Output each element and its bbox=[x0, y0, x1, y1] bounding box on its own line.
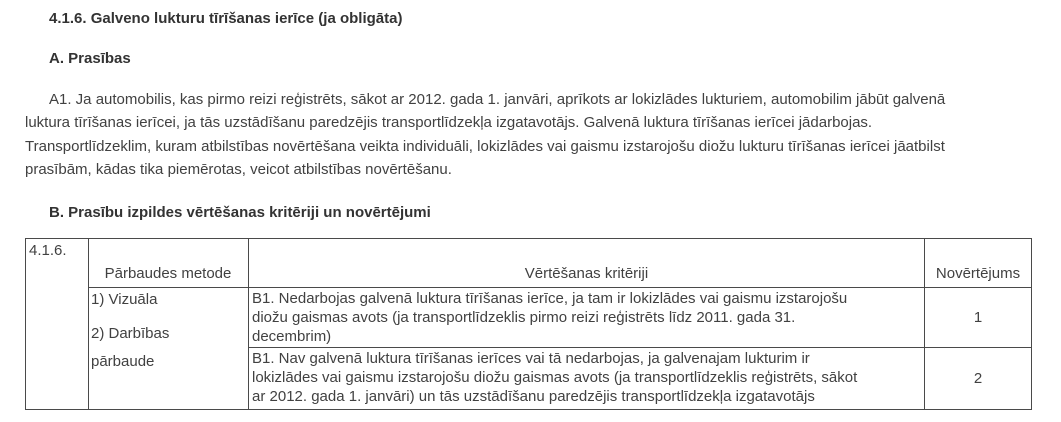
criteria-line: diožu gaismas avots (ja transportlīdzeklis pirmo reizi reģistrēts līdz 2011. gada 31. bbox=[252, 309, 796, 326]
criteria-line: decembrim) bbox=[252, 328, 332, 345]
paragraph-line: luktura tīrīšanas ierīcei, ja tās uzstādīšanu paredzējis transportlīdzekļa izgatavotājs. Galvenā luktura tīrīšanas ierīcei jādarbojas. bbox=[25, 114, 873, 132]
criteria-line: lokizlādes vai gaismu izstarojošu diožu gaismas avots (ja transportlīdzeklis reģistrēts, sākot bbox=[252, 369, 858, 386]
section-title: 4.1.6. Galveno lukturu tīrīšanas ierīce (ja obligāta) bbox=[49, 10, 403, 27]
table-row bbox=[26, 288, 1032, 348]
method-visual: 1) Vizuāla bbox=[91, 291, 158, 308]
requirement-paragraph bbox=[25, 88, 1035, 181]
paragraph-line: prasībām, kādas tika piemērotas, veicot atbilstības novērtēšanu. bbox=[25, 160, 452, 178]
method-header: Pārbaudes metode bbox=[89, 239, 249, 288]
criteria-line: B1. Nedarbojas galvenā luktura tīrīšanas ierīce, ja tam ir lokizlādes vai gaismu izstarojošu bbox=[252, 290, 848, 307]
score-header: Novērtējums bbox=[925, 239, 1032, 288]
assessment-table bbox=[25, 238, 1032, 410]
method-functional: 2) Darbības bbox=[91, 325, 170, 342]
table-code-cell: 4.1.6. bbox=[26, 239, 89, 410]
criteria-header: Vērtēšanas kritēriji bbox=[249, 239, 925, 288]
method-check: pārbaude bbox=[91, 353, 155, 370]
part-a-title: A. Prasības bbox=[49, 50, 131, 67]
paragraph-line: A1. Ja automobilis, kas pirmo reizi reģistrēts, sākot ar 2012. gada 1. janvāri, aprīkots ar lokizlādes lukturiem, automobilim jābūt galvenā bbox=[49, 91, 946, 108]
score-cell: 1 bbox=[925, 288, 1032, 348]
score-cell: 2 bbox=[925, 348, 1032, 410]
paragraph-line: Transportlīdzeklim, kuram atbilstības novērtēšana veikta individuāli, lokizlādes vai gaismu izstarojošu diožu lukturu tīrīšanas ierīcei jāatbilst bbox=[25, 137, 945, 155]
method-cell bbox=[89, 288, 249, 410]
part-b-title: B. Prasību izpildes vērtēšanas kritēriji un novērtējumi bbox=[49, 204, 431, 221]
criteria-cell bbox=[249, 348, 925, 410]
table-header-row bbox=[26, 239, 1032, 288]
criteria-line: B1. Nav galvenā luktura tīrīšanas ierīces vai tā nedarbojas, ja galvenajam lukturim ir bbox=[252, 350, 810, 367]
criteria-line: ar 2012. gada 1. janvāri) un tās uzstādīšanu paredzējis transportlīdzekļa izgatavotājs bbox=[252, 388, 815, 405]
criteria-cell bbox=[249, 288, 925, 348]
